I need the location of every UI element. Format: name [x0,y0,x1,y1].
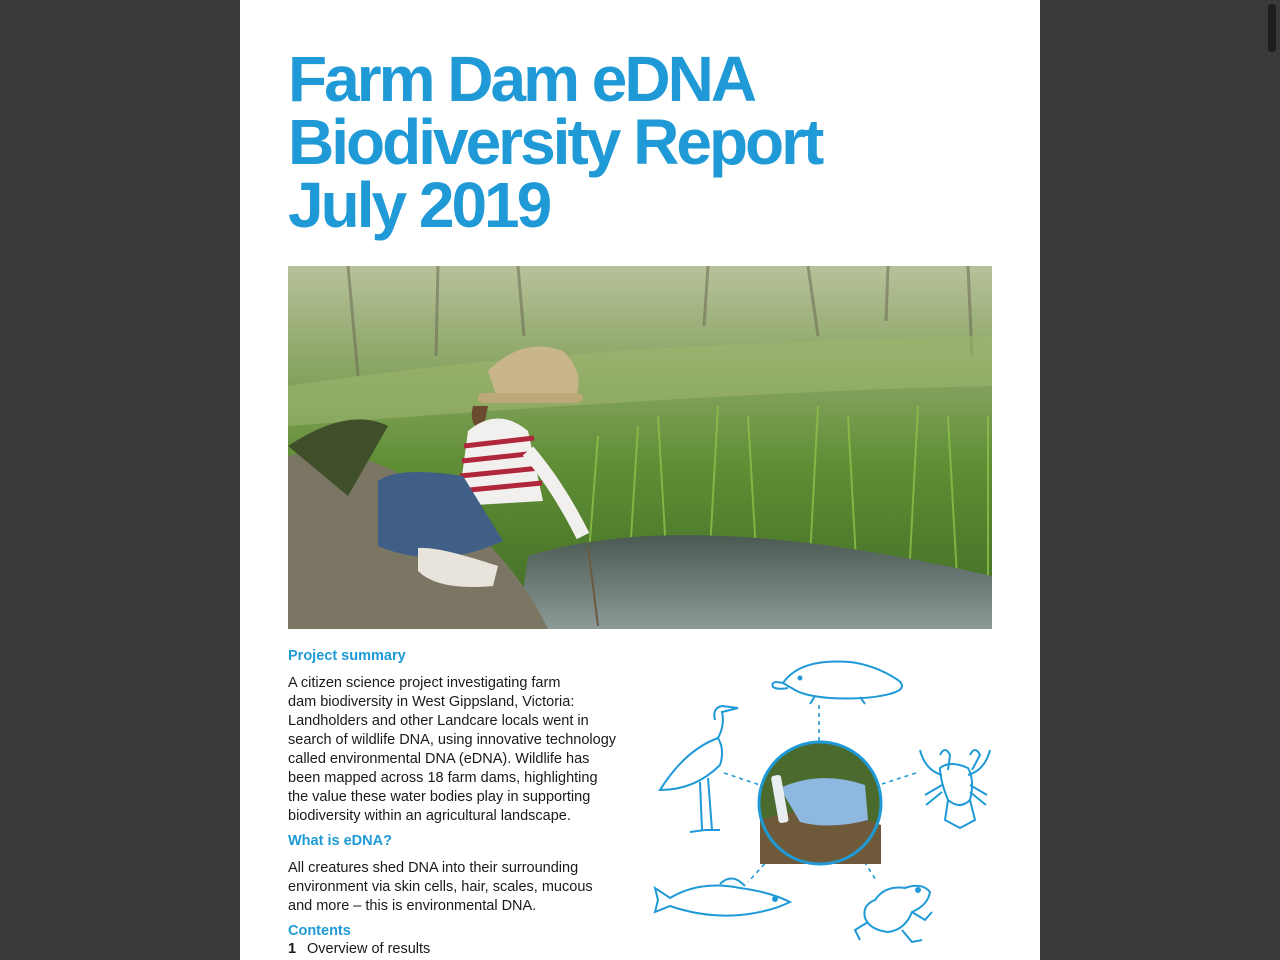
frog-icon [855,886,932,942]
title-line: Farm Dam eDNA [288,43,755,115]
text-line: been mapped across 18 farm dams, highlighting [288,770,598,786]
scrollbar-thumb[interactable] [1268,4,1276,52]
project-summary-text [288,674,628,826]
document-page [240,0,1040,960]
cover-photo [288,266,992,629]
contents-item[interactable] [288,941,430,957]
report-title [288,43,822,241]
text-line: dam biodiversity in West Gippsland, Victoria: [288,694,575,710]
text-line: biodiversity within an agricultural landscape. [288,808,571,824]
text-line: All creatures shed DNA into their surrounding [288,860,579,876]
contents-item-number: 1 [288,941,297,957]
text-line: called environmental DNA (eDNA). Wildlife has [288,751,590,767]
platypus-icon [772,661,902,704]
crayfish-icon [920,750,990,828]
egret-icon [660,706,738,832]
text-line: environment via skin cells, hair, scales, mucous [288,879,593,895]
fish-icon [655,878,790,915]
text-line: Landholders and other Landcare locals went in [288,713,589,729]
sample-photo-circle [759,742,881,864]
text-line: and more – this is environmental DNA. [288,898,537,914]
title-line: July 2019 [288,169,550,241]
edna-diagram [650,650,1010,960]
what-is-edna-text [288,859,628,916]
section-heading-project-summary: Project summary [288,648,406,664]
text-line: A citizen science project investigating farm [288,675,561,691]
contents-item-label: Overview of results [307,941,431,957]
text-line: the value these water bodies play in supporting [288,789,591,805]
text-line: search of wildlife DNA, using innovative technology [288,732,617,748]
section-heading-what-is-edna: What is eDNA? [288,833,392,849]
section-heading-contents: Contents [288,923,351,939]
title-line: Biodiversity Report [288,106,822,178]
